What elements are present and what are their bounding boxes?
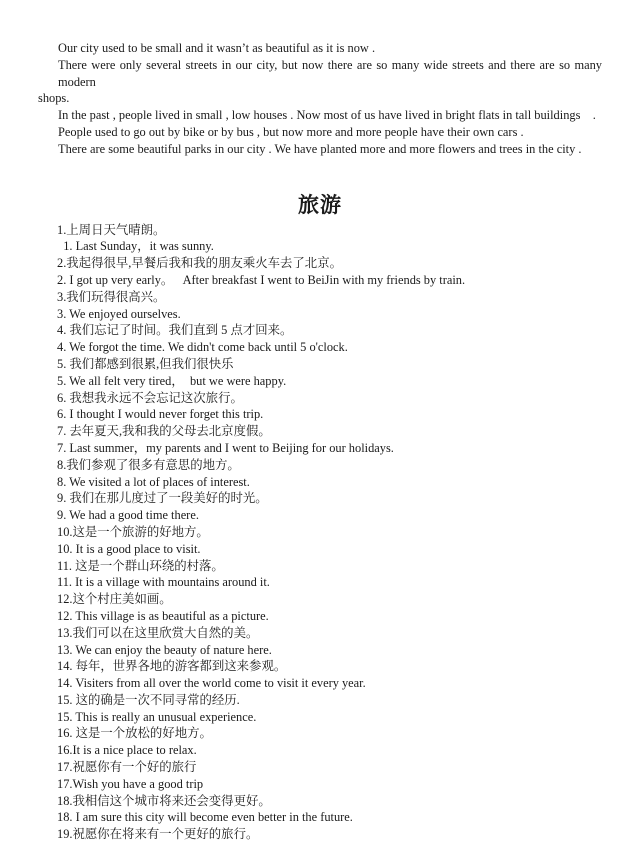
intro-line: In the past , people lived in small , low houses . Now most of us have lived in bright flats in tall buildings .: [58, 108, 596, 123]
list-line: 13. We can enjoy the beauty of nature here.: [57, 642, 272, 657]
list-line: 2.我起得很早,早餐后我和我的朋友乘火车去了北京。: [57, 256, 342, 271]
list-line: 1. Last Sunday，it was sunny.: [57, 239, 214, 254]
list-line: 7. Last summer，my parents and I went to Beijing for our holidays.: [57, 440, 394, 455]
intro-line: Our city used to be small and it wasn’t as beautiful as it is now .: [58, 41, 376, 55]
list-line: 6. 我想我永远不会忘记这次旅行。: [57, 390, 243, 405]
list-line: 10.这是一个旅游的好地方。: [57, 524, 209, 539]
list-line: 17.祝愿你有一个好的旅行: [57, 760, 197, 775]
list-line: 16.It is a nice place to relax.: [57, 743, 197, 758]
list-line: 9. We had a good time there.: [57, 508, 199, 523]
intro-line: People used to go out by bike or by bus , but now more and more people have their own cars .: [58, 124, 524, 139]
list-line: 18. I am sure this city will become even better in the future.: [57, 810, 353, 825]
list-line: 4. We forgot the time. We didn't come back until 5 o'clock.: [57, 340, 348, 355]
list-line: 8. We visited a lot of places of interest.: [57, 474, 250, 489]
intro-line: There are some beautiful parks in our city . We have planted more and more flowers and trees in the city .: [58, 141, 582, 156]
list-line: 5. We all felt very tired， but we were happy.: [57, 373, 287, 388]
list-line: 2. I got up very early。 After breakfast I went to BeiJin with my friends by train.: [57, 272, 466, 287]
list-line: 17.Wish you have a good trip: [57, 776, 204, 791]
list-line: 19.祝愿你在将来有一个更好的旅行。: [57, 827, 259, 842]
list-line: 14. Visiters from all over the world come to visit it every year.: [57, 676, 366, 691]
intro-line: shops.: [38, 91, 70, 106]
intro-section: [38, 40, 602, 158]
list-line: 16. 这是一个放松的好地方。: [57, 726, 212, 741]
list-line: 12. This village is as beautiful as a picture.: [57, 608, 269, 623]
list-line: 11. 这是一个群山环绕的村落。: [57, 558, 224, 573]
list-line: 8.我们参观了很多有意思的地方。: [57, 457, 240, 472]
list-line: 10. It is a good place to visit.: [57, 541, 201, 556]
list-line: 3.我们玩得很高兴。: [57, 289, 166, 304]
section-title: 旅游: [298, 192, 342, 217]
list-line: 15. 这的确是一次不同寻常的经历.: [57, 692, 240, 707]
list-line: 12.这个村庄美如画。: [57, 592, 172, 607]
list-line: 5. 我们都感到很累,但我们很快乐: [57, 356, 234, 371]
list-line: 4. 我们忘记了时间。我们直到 5 点才回来。: [57, 323, 293, 338]
phrase-list: [57, 222, 602, 843]
list-line: 18.我相信这个城市将来还会变得更好。: [57, 793, 271, 808]
intro-line: There were only several streets in our city, but now there are so many wide streets and there are so many modern: [58, 57, 602, 89]
list-line: 1.上周日天气晴朗。: [57, 222, 166, 237]
list-line: 9. 我们在那儿度过了一段美好的时光。: [57, 491, 268, 506]
list-line: 11. It is a village with mountains around it.: [57, 575, 270, 590]
list-line: 6. I thought I would never forget this trip.: [57, 407, 264, 422]
list-line: 7. 去年夏天,我和我的父母去北京度假。: [57, 424, 271, 439]
list-line: 15. This is really an unusual experience.: [57, 709, 257, 724]
list-line: 14. 每年，世界各地的游客都到这来参观。: [57, 659, 287, 674]
list-line: 3. We enjoyed ourselves.: [57, 306, 181, 321]
list-line: 13.我们可以在这里欣赏大自然的美。: [57, 625, 259, 640]
